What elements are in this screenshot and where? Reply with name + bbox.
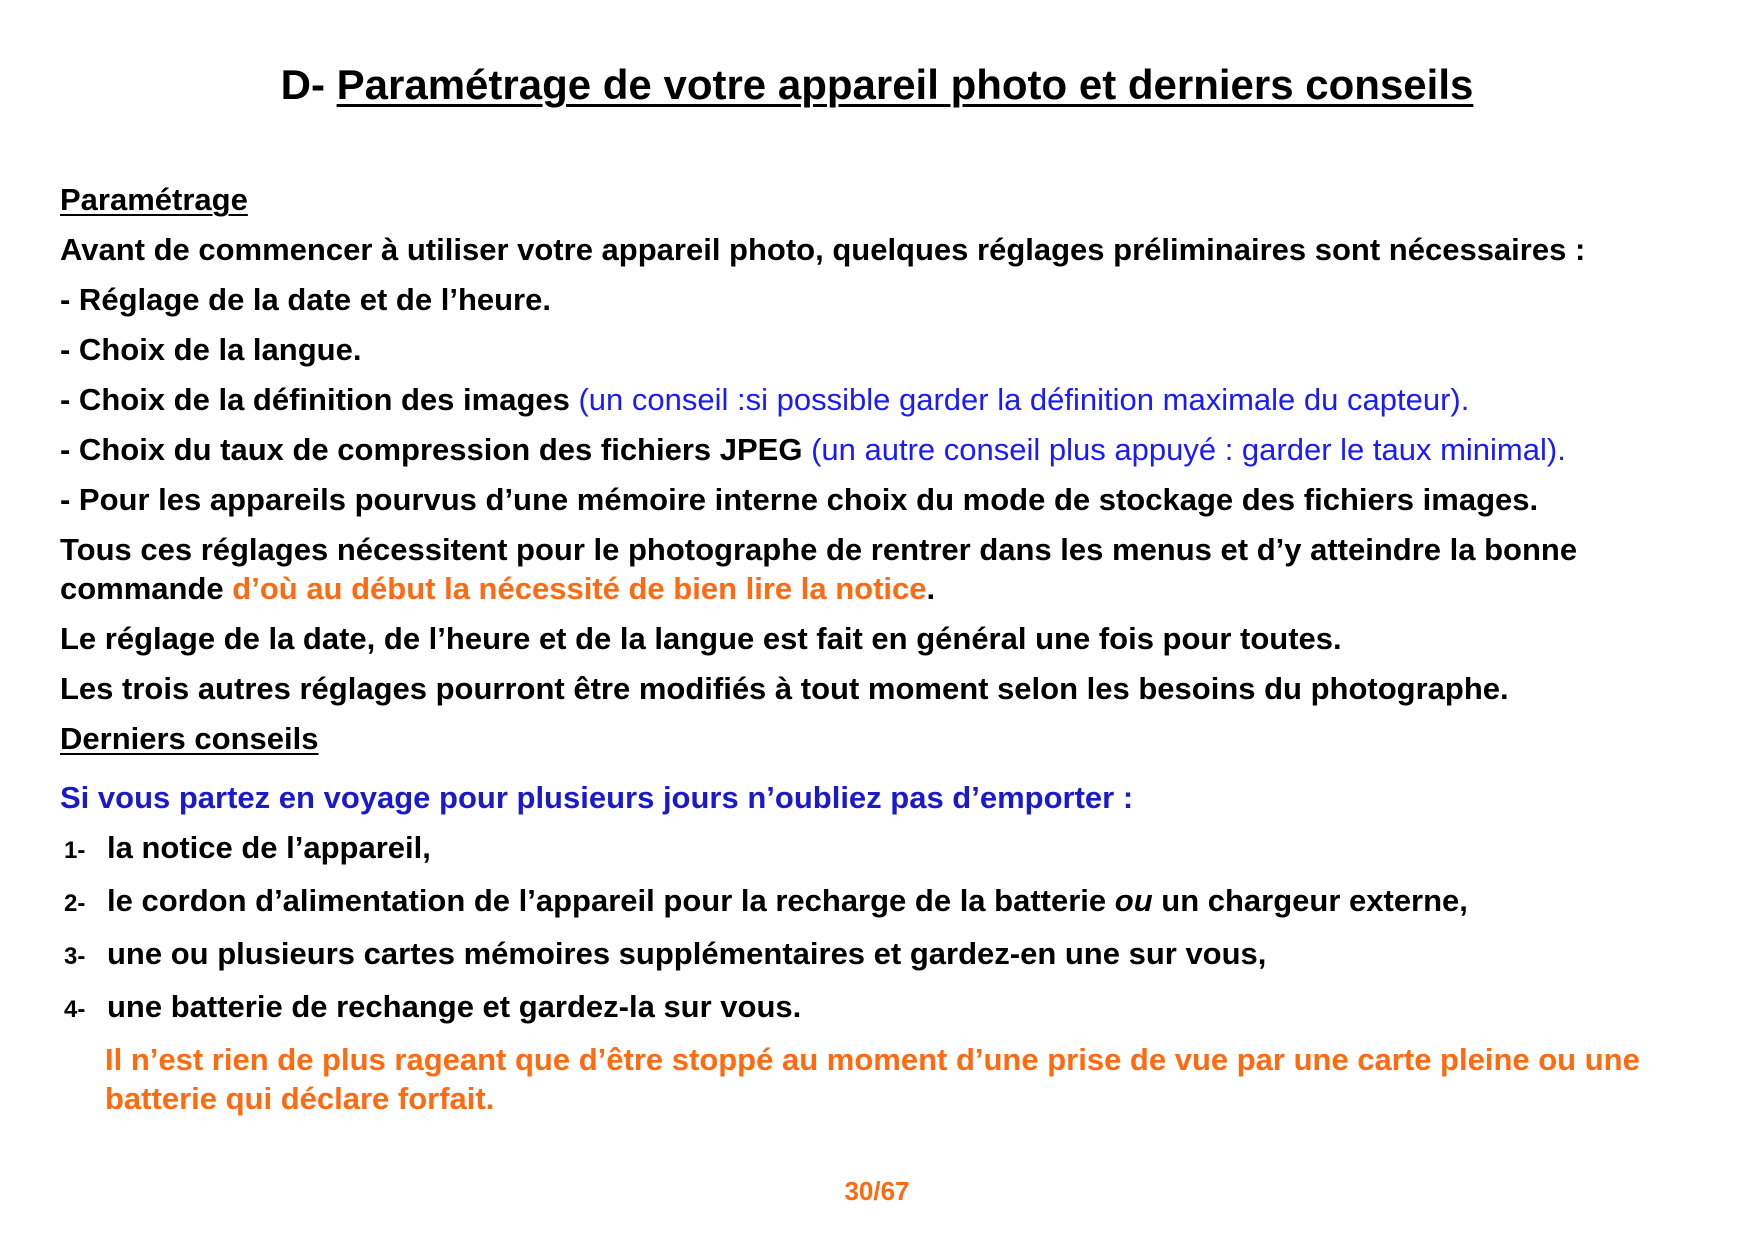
page-number: 30/67 bbox=[844, 1176, 910, 1206]
document-body bbox=[60, 180, 1710, 1118]
list-text bbox=[107, 881, 1468, 920]
list-text-before: le cordon d’alimentation de l’appareil pour la recharge de la batterie bbox=[107, 883, 1115, 918]
list-text: une ou plusieurs cartes mémoires supplémentaires et gardez-en une sur vous, bbox=[107, 936, 1267, 971]
section1-intro: Avant de commencer à utiliser votre appareil photo, quelques réglages préliminaires sont nécessaires : bbox=[60, 232, 1586, 267]
bullet-item bbox=[60, 330, 1710, 369]
paragraph-other-settings: Les trois autres réglages pourront être modifiés à tout moment selon les besoins du photographe. bbox=[60, 671, 1509, 706]
list-text: une batterie de rechange et gardez-la sur vous. bbox=[107, 989, 802, 1024]
title-prefix: D- bbox=[280, 61, 337, 108]
paragraph-date: Le réglage de la date, de l’heure et de la langue est fait en général une fois pour toutes. bbox=[60, 621, 1342, 656]
warning-note: Il n’est rien de plus rageant que d’être stoppé au moment d’une prise de vue par une carte pleine ou une batterie qui déclare forfait. bbox=[105, 1042, 1640, 1116]
list-item bbox=[60, 881, 1710, 923]
list-text: la notice de l’appareil, bbox=[107, 830, 431, 865]
paragraph-highlight: d’où au début la nécessité de bien lire la notice bbox=[232, 571, 927, 606]
list-number: 4- bbox=[64, 996, 86, 1023]
list-number: 2- bbox=[64, 890, 86, 917]
list-number: 1- bbox=[64, 837, 86, 864]
bullet-item bbox=[60, 430, 1710, 469]
paragraph-menus bbox=[60, 530, 1710, 608]
list-item bbox=[60, 987, 1710, 1029]
bullet-text: - Choix de la définition des images bbox=[60, 382, 579, 417]
bullet-note: (un autre conseil plus appuyé : garder le taux minimal). bbox=[811, 432, 1566, 467]
paragraph-text: Tous ces réglages nécessitent pour le photographe de rentrer dans les menus et d’y atteindre la bonne commande bbox=[60, 532, 1578, 606]
section-heading-derniers-conseils: Derniers conseils bbox=[60, 721, 319, 756]
section-heading-parametrage: Paramétrage bbox=[60, 182, 248, 217]
paragraph-end: . bbox=[926, 571, 936, 606]
bullet-item bbox=[60, 280, 1710, 319]
bullet-text: - Choix du taux de compression des fichiers JPEG bbox=[60, 432, 812, 467]
list-number: 3- bbox=[64, 943, 86, 970]
page-title bbox=[0, 60, 1754, 110]
bullet-item bbox=[60, 480, 1710, 519]
bullet-text: - Pour les appareils pourvus d’une mémoire interne choix du mode de stockage des fichiers images. bbox=[60, 482, 1539, 517]
bullet-note: (un conseil :si possible garder la définition maximale du capteur). bbox=[578, 382, 1470, 417]
list-text-italic: ou bbox=[1114, 883, 1153, 918]
bullet-item bbox=[60, 380, 1710, 419]
title-text: Paramétrage de votre appareil photo et derniers conseils bbox=[336, 61, 1474, 108]
list-item bbox=[60, 828, 1710, 870]
bullet-text: - Réglage de la date et de l’heure. bbox=[60, 282, 551, 317]
list-item bbox=[60, 934, 1710, 976]
list-text-after: un chargeur externe, bbox=[1152, 883, 1468, 918]
bullet-text: - Choix de la langue. bbox=[60, 332, 362, 367]
section2-intro: Si vous partez en voyage pour plusieurs jours n’oubliez pas d’emporter : bbox=[60, 780, 1134, 815]
